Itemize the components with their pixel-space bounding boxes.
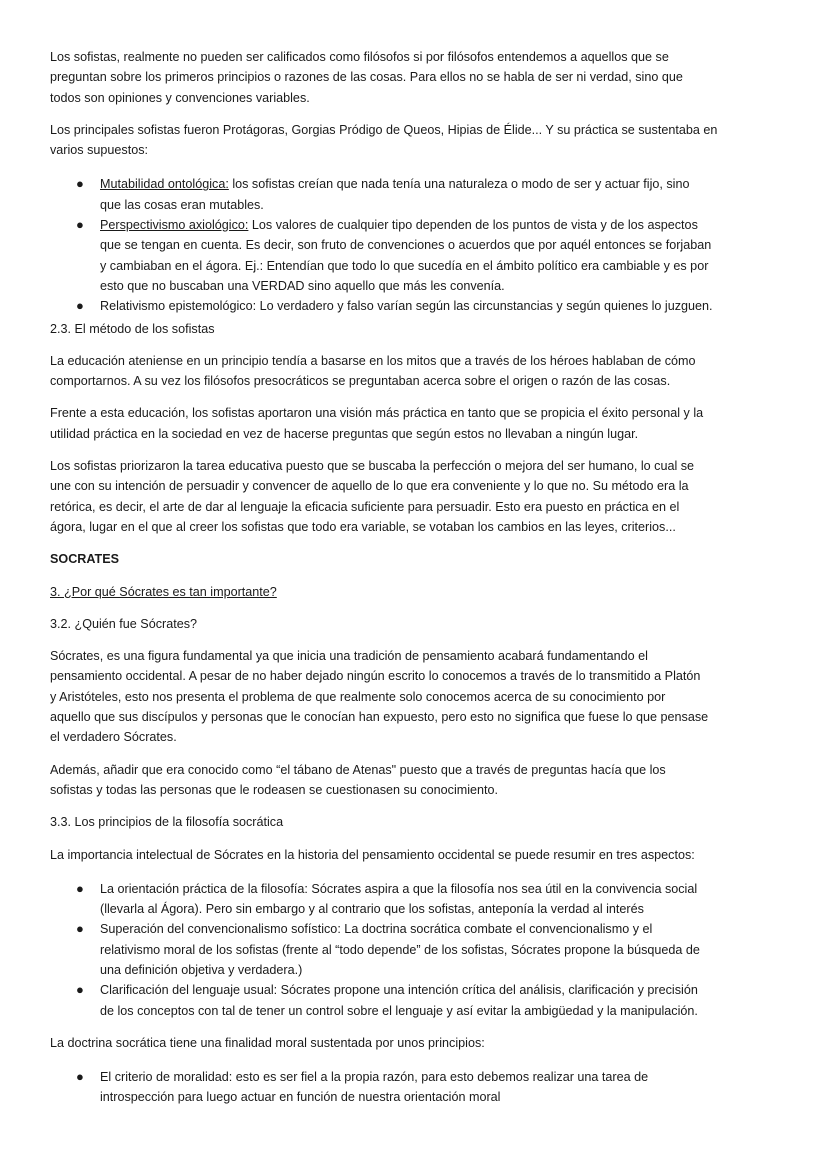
text-line: preguntan sobre los primeros principios o razones de las cosas. Para ellos no se habla de ser ni verdad, sino que — [50, 70, 683, 85]
section-heading-2-3: 2.3. El método de los sofistas — [50, 321, 215, 336]
section-heading-3: 3. ¿Por qué Sócrates es tan importante? — [50, 584, 277, 599]
text-line: Frente a esta educación, los sofistas aportaron una visión más práctica en tanto que se propicia el éxito personal y la — [50, 406, 704, 421]
bullet-icon: ● — [76, 176, 84, 192]
paragraph-tabano — [50, 760, 790, 801]
term-label: Mutabilidad ontológica: — [100, 177, 229, 192]
text-line: Los principales sofistas fueron Protágoras, Gorgias Pródigo de Queos, Hipias de Élide... Y su práctica se sustentaba en — [50, 122, 718, 137]
text-line: pensamiento occidental. A pesar de no haber dejado ningún escrito lo conocemos a través de lo transmitido a Platón — [50, 669, 701, 684]
text-line: La educación ateniense en un principio tendía a basarse en los mitos que a través de los héroes hablaban de cómo — [50, 353, 696, 368]
bullet-icon: ● — [76, 217, 84, 233]
list-item — [50, 1067, 790, 1108]
text-line: utilidad práctica en la sociedad en vez de hacerse preguntas que según estos no llevaban a ningún lugar. — [50, 426, 639, 441]
document-page — [50, 47, 790, 1110]
text-line: esto que no buscaban una VERDAD sino aquello que más les convenía. — [100, 278, 505, 293]
item-text: los sofistas creían que nada tenía una naturaleza o modo de ser y actuar fijo, sino — [228, 177, 690, 192]
text-line: Relativismo epistemológico: Lo verdadero y falso varían según las circunstancias y según quienes lo juzguen. — [100, 299, 713, 314]
list-principios — [50, 1067, 790, 1108]
text-line: relativismo moral de los sofistas (frente al “todo depende” de los sofistas, Sócrates propone la búsqueda de — [100, 942, 700, 957]
text-line: Los sofistas priorizaron la tarea educativa puesto que se buscaba la perfección o mejora del ser humano, lo cual se — [50, 459, 695, 474]
bullet-icon: ● — [76, 982, 84, 998]
item-continuation — [100, 235, 790, 296]
text-line: varios supuestos: — [50, 143, 149, 158]
item-continuation — [100, 195, 790, 215]
text-line: La doctrina socrática tiene una finalidad moral sustentada por unos principios: — [50, 1035, 485, 1050]
paragraph-frente — [50, 403, 790, 444]
text-line: sofistas y todas las personas que le rodeasen se cuestionasen su conocimiento. — [50, 782, 499, 797]
term-label: Perspectivismo axiológico: — [100, 218, 249, 233]
text-line: una definición objetiva y verdadera.) — [100, 962, 303, 977]
list-item — [50, 919, 790, 980]
list-item-relativismo — [50, 296, 790, 316]
item-text: Los valores de cualquier tipo dependen de los puntos de vista y de los aspectos — [248, 218, 698, 233]
text-line: Además, añadir que era conocido como “el tábano de Atenas" puesto que a través de preguntas hacía que los — [50, 762, 666, 777]
text-line: La orientación práctica de la filosofía: Sócrates aspira a que la filosofía nos sea útil en la convivencia social — [100, 881, 698, 896]
bullet-icon: ● — [76, 1069, 84, 1085]
list-item — [50, 980, 790, 1021]
text-line: que se tengan en cuenta. Es decir, son fruto de convenciones o acuerdos que por aquél entonces se forjaban — [100, 238, 712, 253]
paragraph-priorizaron — [50, 456, 790, 537]
paragraph-educacion — [50, 351, 790, 392]
text-line: La importancia intelectual de Sócrates en la historia del pensamiento occidental se puede resumir en tres aspectos: — [50, 847, 695, 862]
text-line: El criterio de moralidad: esto es ser fiel a la propia razón, para esto debemos realizar una tarea de — [100, 1070, 649, 1085]
list-item — [50, 879, 790, 920]
section-title-socrates: SOCRATES — [50, 552, 120, 567]
text-line: que las cosas eran mutables. — [100, 197, 264, 212]
text-line: Sócrates, es una figura fundamental ya que inicia una tradición de pensamiento acabará fundamentando el — [50, 649, 648, 664]
section-heading-3-3: 3.3. Los principios de la filosofía socrática — [50, 815, 284, 830]
text-line: aquello que sus discípulos y personas que le conocían han expuesto, pero esto no significa que fuese lo que pensase — [50, 710, 709, 725]
text-line: (llevarla al Ágora). Pero sin embargo y al contrario que los sofistas, anteponía la verdad al interés — [100, 902, 644, 917]
list-item-perspectivismo — [50, 215, 790, 296]
text-line: Superación del convencionalismo sofístico: La doctrina socrática combate el convencionalismo y el — [100, 922, 653, 937]
text-line: todos son opiniones y convenciones variables. — [50, 90, 310, 105]
paragraph-doctrina — [50, 1033, 790, 1053]
section-heading-3-2: 3.2. ¿Quién fue Sócrates? — [50, 616, 198, 631]
bullet-icon: ● — [76, 880, 84, 896]
text-line: y Aristóteles, esto nos presenta el problema de que realmente solo conocemos acerca de su conocimiento por — [50, 689, 666, 704]
text-line: de los conceptos con tal de tener un control sobre el lenguaje y así evitar la ambigüedad y la manipulación. — [100, 1003, 698, 1018]
text-line: Los sofistas, realmente no pueden ser calificados como filósofos si por filósofos entendemos a aquellos que se — [50, 50, 669, 64]
text-line: retórica, es decir, el arte de dar al lenguaje la eficacia suficiente para persuadir. Esto era puesto en práctica en el — [50, 499, 680, 514]
paragraph-importancia — [50, 845, 790, 865]
text-line: comportarnos. A su vez los filósofos presocráticos se preguntaban acerca sobre el origen o razón de las cosas. — [50, 374, 671, 389]
bullet-icon: ● — [76, 298, 84, 314]
item-text — [100, 296, 790, 316]
list-aspectos — [50, 879, 790, 1021]
text-line: une con su intención de persuadir y convencer de aquello de lo que era conveniente y lo que no. Su método era la — [50, 479, 689, 494]
bullet-icon: ● — [76, 921, 84, 937]
paragraph-principales-sofistas — [50, 120, 790, 161]
list-supuestos — [50, 174, 790, 316]
text-line: Clarificación del lenguaje usual: Sócrates propone una intención crítica del análisis, clarificación y precisión — [100, 983, 698, 998]
paragraph-quien-fue — [50, 646, 790, 747]
text-line: ágora, lugar en el que al creer los sofistas que todo era variable, se votaban los cambios en las leyes, criterios... — [50, 519, 676, 534]
text-line: y cambiaban en el ágora. Ej.: Entendían que todo lo que sucedía en el ámbito político era cambiable y es por — [100, 258, 709, 273]
paragraph-sofistas-intro — [50, 47, 790, 108]
text-line: el verdadero Sócrates. — [50, 730, 177, 745]
list-item-mutabilidad — [50, 174, 790, 215]
text-line: introspección para luego actuar en función de nuestra orientación moral — [100, 1090, 501, 1105]
